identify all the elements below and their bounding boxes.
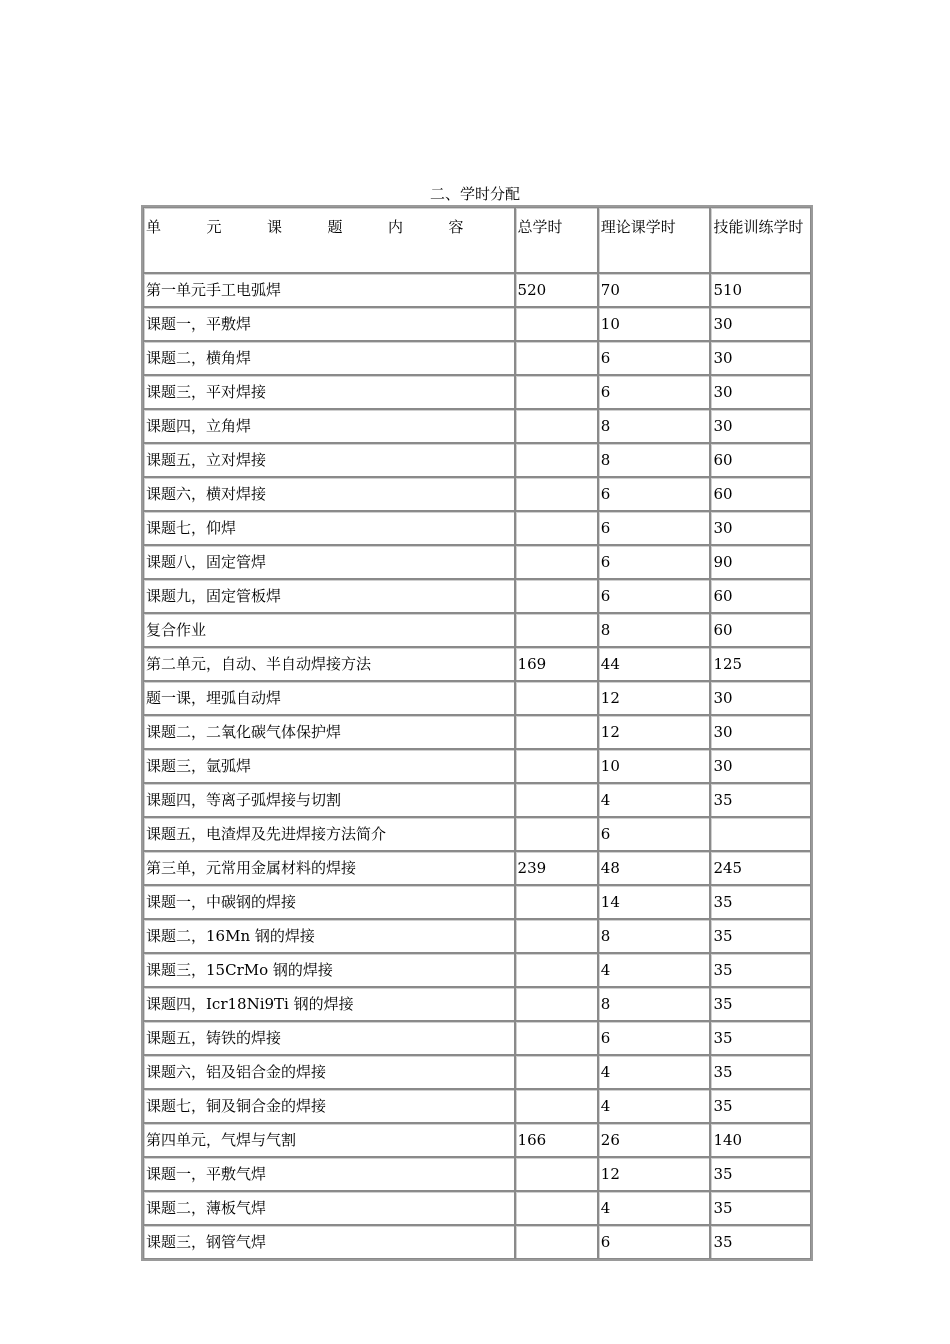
header-content bbox=[143, 207, 515, 273]
header-content-char: 课 bbox=[267, 218, 283, 236]
cell-skill-hours: 35 bbox=[710, 953, 811, 987]
cell-total-hours bbox=[515, 613, 598, 647]
cell-total-hours bbox=[515, 749, 598, 783]
table-row bbox=[143, 647, 811, 681]
cell-skill-hours: 60 bbox=[710, 613, 811, 647]
cell-theory-hours: 6 bbox=[598, 477, 711, 511]
table-header-row bbox=[143, 207, 811, 273]
cell-total-hours bbox=[515, 477, 598, 511]
cell-total-hours bbox=[515, 1225, 598, 1259]
cell-theory-hours: 4 bbox=[598, 783, 711, 817]
cell-total-hours bbox=[515, 341, 598, 375]
cell-total-hours bbox=[515, 1055, 598, 1089]
cell-total-hours bbox=[515, 511, 598, 545]
cell-content: 课题四，Icr18Ni9Ti 钢的焊接 bbox=[143, 987, 515, 1021]
header-content-char: 元 bbox=[206, 218, 222, 236]
table-row bbox=[143, 817, 811, 851]
header-content-char: 容 bbox=[448, 218, 464, 236]
cell-total-hours bbox=[515, 1021, 598, 1055]
cell-total-hours bbox=[515, 375, 598, 409]
cell-skill-hours: 35 bbox=[710, 987, 811, 1021]
page-title: 二、学时分配 bbox=[429, 185, 520, 203]
table-row bbox=[143, 511, 811, 545]
cell-content: 课题三，钢管气焊 bbox=[143, 1225, 515, 1259]
cell-total-hours bbox=[515, 715, 598, 749]
cell-content: 第三单，元常用金属材料的焊接 bbox=[143, 851, 515, 885]
cell-skill-hours: 30 bbox=[710, 749, 811, 783]
cell-skill-hours: 30 bbox=[710, 307, 811, 341]
header-skill-hours: 技能训练学时 bbox=[710, 207, 811, 273]
cell-skill-hours: 35 bbox=[710, 919, 811, 953]
cell-theory-hours: 6 bbox=[598, 817, 711, 851]
cell-skill-hours: 90 bbox=[710, 545, 811, 579]
hours-allocation-table bbox=[141, 205, 813, 1261]
header-content-char: 内 bbox=[388, 218, 404, 236]
table-row bbox=[143, 1021, 811, 1055]
cell-content: 课题三，15CrMo 钢的焊接 bbox=[143, 953, 515, 987]
header-theory-hours: 理论课学时 bbox=[598, 207, 711, 273]
cell-theory-hours: 8 bbox=[598, 613, 711, 647]
cell-skill-hours: 35 bbox=[710, 1191, 811, 1225]
cell-skill-hours: 35 bbox=[710, 1021, 811, 1055]
cell-content: 课题四，立角焊 bbox=[143, 409, 515, 443]
table-row bbox=[143, 443, 811, 477]
cell-theory-hours: 70 bbox=[598, 273, 711, 307]
table-row bbox=[143, 1157, 811, 1191]
cell-content: 第一单元手工电弧焊 bbox=[143, 273, 515, 307]
cell-total-hours bbox=[515, 953, 598, 987]
cell-total-hours bbox=[515, 443, 598, 477]
table-row bbox=[143, 1191, 811, 1225]
cell-content: 课题二，薄板气焊 bbox=[143, 1191, 515, 1225]
cell-total-hours bbox=[515, 545, 598, 579]
table-row bbox=[143, 1089, 811, 1123]
cell-skill-hours: 30 bbox=[710, 681, 811, 715]
table-row bbox=[143, 613, 811, 647]
cell-content: 课题三，平对焊接 bbox=[143, 375, 515, 409]
cell-total-hours bbox=[515, 579, 598, 613]
cell-skill-hours: 510 bbox=[710, 273, 811, 307]
cell-total-hours: 520 bbox=[515, 273, 598, 307]
table-row bbox=[143, 409, 811, 443]
cell-total-hours bbox=[515, 783, 598, 817]
cell-total-hours bbox=[515, 919, 598, 953]
cell-content: 课题五，立对焊接 bbox=[143, 443, 515, 477]
table-row bbox=[143, 783, 811, 817]
cell-theory-hours: 8 bbox=[598, 409, 711, 443]
cell-total-hours bbox=[515, 885, 598, 919]
cell-total-hours bbox=[515, 1191, 598, 1225]
cell-total-hours bbox=[515, 1157, 598, 1191]
table-row bbox=[143, 1123, 811, 1157]
header-total-hours: 总学时 bbox=[515, 207, 598, 273]
cell-total-hours bbox=[515, 307, 598, 341]
cell-skill-hours: 35 bbox=[710, 1225, 811, 1259]
table-row bbox=[143, 307, 811, 341]
cell-content: 课题一，平敷焊 bbox=[143, 307, 515, 341]
table-row bbox=[143, 681, 811, 715]
table-row bbox=[143, 919, 811, 953]
cell-total-hours bbox=[515, 987, 598, 1021]
cell-skill-hours: 35 bbox=[710, 885, 811, 919]
table-row bbox=[143, 885, 811, 919]
cell-skill-hours: 30 bbox=[710, 715, 811, 749]
cell-skill-hours: 245 bbox=[710, 851, 811, 885]
cell-content: 课题二，二氧化碳气体保护焊 bbox=[143, 715, 515, 749]
cell-skill-hours: 60 bbox=[710, 579, 811, 613]
table-row bbox=[143, 477, 811, 511]
cell-content: 课题二，16Mn 钢的焊接 bbox=[143, 919, 515, 953]
cell-content: 课题一，平敷气焊 bbox=[143, 1157, 515, 1191]
cell-skill-hours: 60 bbox=[710, 443, 811, 477]
cell-theory-hours: 10 bbox=[598, 307, 711, 341]
cell-skill-hours bbox=[710, 817, 811, 851]
cell-content: 课题八，固定管焊 bbox=[143, 545, 515, 579]
cell-theory-hours: 6 bbox=[598, 1021, 711, 1055]
cell-total-hours bbox=[515, 681, 598, 715]
cell-skill-hours: 60 bbox=[710, 477, 811, 511]
table-row bbox=[143, 715, 811, 749]
cell-theory-hours: 10 bbox=[598, 749, 711, 783]
cell-total-hours: 239 bbox=[515, 851, 598, 885]
cell-skill-hours: 125 bbox=[710, 647, 811, 681]
cell-skill-hours: 30 bbox=[710, 341, 811, 375]
cell-total-hours bbox=[515, 409, 598, 443]
cell-content: 课题二，横角焊 bbox=[143, 341, 515, 375]
table-row bbox=[143, 987, 811, 1021]
cell-skill-hours: 35 bbox=[710, 1089, 811, 1123]
cell-content: 题一课，埋弧自动焊 bbox=[143, 681, 515, 715]
cell-theory-hours: 44 bbox=[598, 647, 711, 681]
cell-content: 第二单元，自动、半自动焊接方法 bbox=[143, 647, 515, 681]
cell-skill-hours: 140 bbox=[710, 1123, 811, 1157]
table-row bbox=[143, 1055, 811, 1089]
table-row bbox=[143, 851, 811, 885]
cell-skill-hours: 35 bbox=[710, 1055, 811, 1089]
cell-total-hours bbox=[515, 817, 598, 851]
cell-skill-hours: 35 bbox=[710, 1157, 811, 1191]
table-row bbox=[143, 1225, 811, 1259]
cell-content: 课题九，固定管板焊 bbox=[143, 579, 515, 613]
cell-theory-hours: 6 bbox=[598, 579, 711, 613]
cell-content: 课题五，电渣焊及先进焊接方法简介 bbox=[143, 817, 515, 851]
cell-skill-hours: 30 bbox=[710, 511, 811, 545]
cell-theory-hours: 6 bbox=[598, 341, 711, 375]
cell-theory-hours: 48 bbox=[598, 851, 711, 885]
cell-total-hours: 166 bbox=[515, 1123, 598, 1157]
table-row bbox=[143, 375, 811, 409]
cell-theory-hours: 6 bbox=[598, 375, 711, 409]
cell-theory-hours: 4 bbox=[598, 1089, 711, 1123]
cell-theory-hours: 14 bbox=[598, 885, 711, 919]
table-row bbox=[143, 579, 811, 613]
table-row bbox=[143, 749, 811, 783]
cell-content: 课题五，铸铁的焊接 bbox=[143, 1021, 515, 1055]
cell-theory-hours: 8 bbox=[598, 919, 711, 953]
table-row bbox=[143, 545, 811, 579]
cell-content: 课题六，横对焊接 bbox=[143, 477, 515, 511]
header-content-char: 单 bbox=[146, 218, 162, 236]
cell-theory-hours: 26 bbox=[598, 1123, 711, 1157]
cell-theory-hours: 4 bbox=[598, 1055, 711, 1089]
cell-content: 课题六，铝及铝合金的焊接 bbox=[143, 1055, 515, 1089]
cell-theory-hours: 12 bbox=[598, 681, 711, 715]
cell-theory-hours: 4 bbox=[598, 953, 711, 987]
table-row bbox=[143, 953, 811, 987]
cell-skill-hours: 30 bbox=[710, 375, 811, 409]
cell-content: 复合作业 bbox=[143, 613, 515, 647]
cell-theory-hours: 6 bbox=[598, 511, 711, 545]
cell-theory-hours: 12 bbox=[598, 715, 711, 749]
header-content-char: 题 bbox=[327, 218, 343, 236]
cell-theory-hours: 12 bbox=[598, 1157, 711, 1191]
table-row bbox=[143, 341, 811, 375]
cell-skill-hours: 35 bbox=[710, 783, 811, 817]
cell-total-hours bbox=[515, 1089, 598, 1123]
cell-content: 课题四，等离子弧焊接与切割 bbox=[143, 783, 515, 817]
cell-theory-hours: 6 bbox=[598, 545, 711, 579]
cell-content: 第四单元，气焊与气割 bbox=[143, 1123, 515, 1157]
cell-content: 课题三，氩弧焊 bbox=[143, 749, 515, 783]
cell-content: 课题七，铜及铜合金的焊接 bbox=[143, 1089, 515, 1123]
table-row bbox=[143, 273, 811, 307]
cell-skill-hours: 30 bbox=[710, 409, 811, 443]
cell-theory-hours: 8 bbox=[598, 987, 711, 1021]
cell-theory-hours: 8 bbox=[598, 443, 711, 477]
cell-content: 课题一，中碳钢的焊接 bbox=[143, 885, 515, 919]
cell-total-hours: 169 bbox=[515, 647, 598, 681]
cell-content: 课题七，仰焊 bbox=[143, 511, 515, 545]
cell-theory-hours: 6 bbox=[598, 1225, 711, 1259]
cell-theory-hours: 4 bbox=[598, 1191, 711, 1225]
